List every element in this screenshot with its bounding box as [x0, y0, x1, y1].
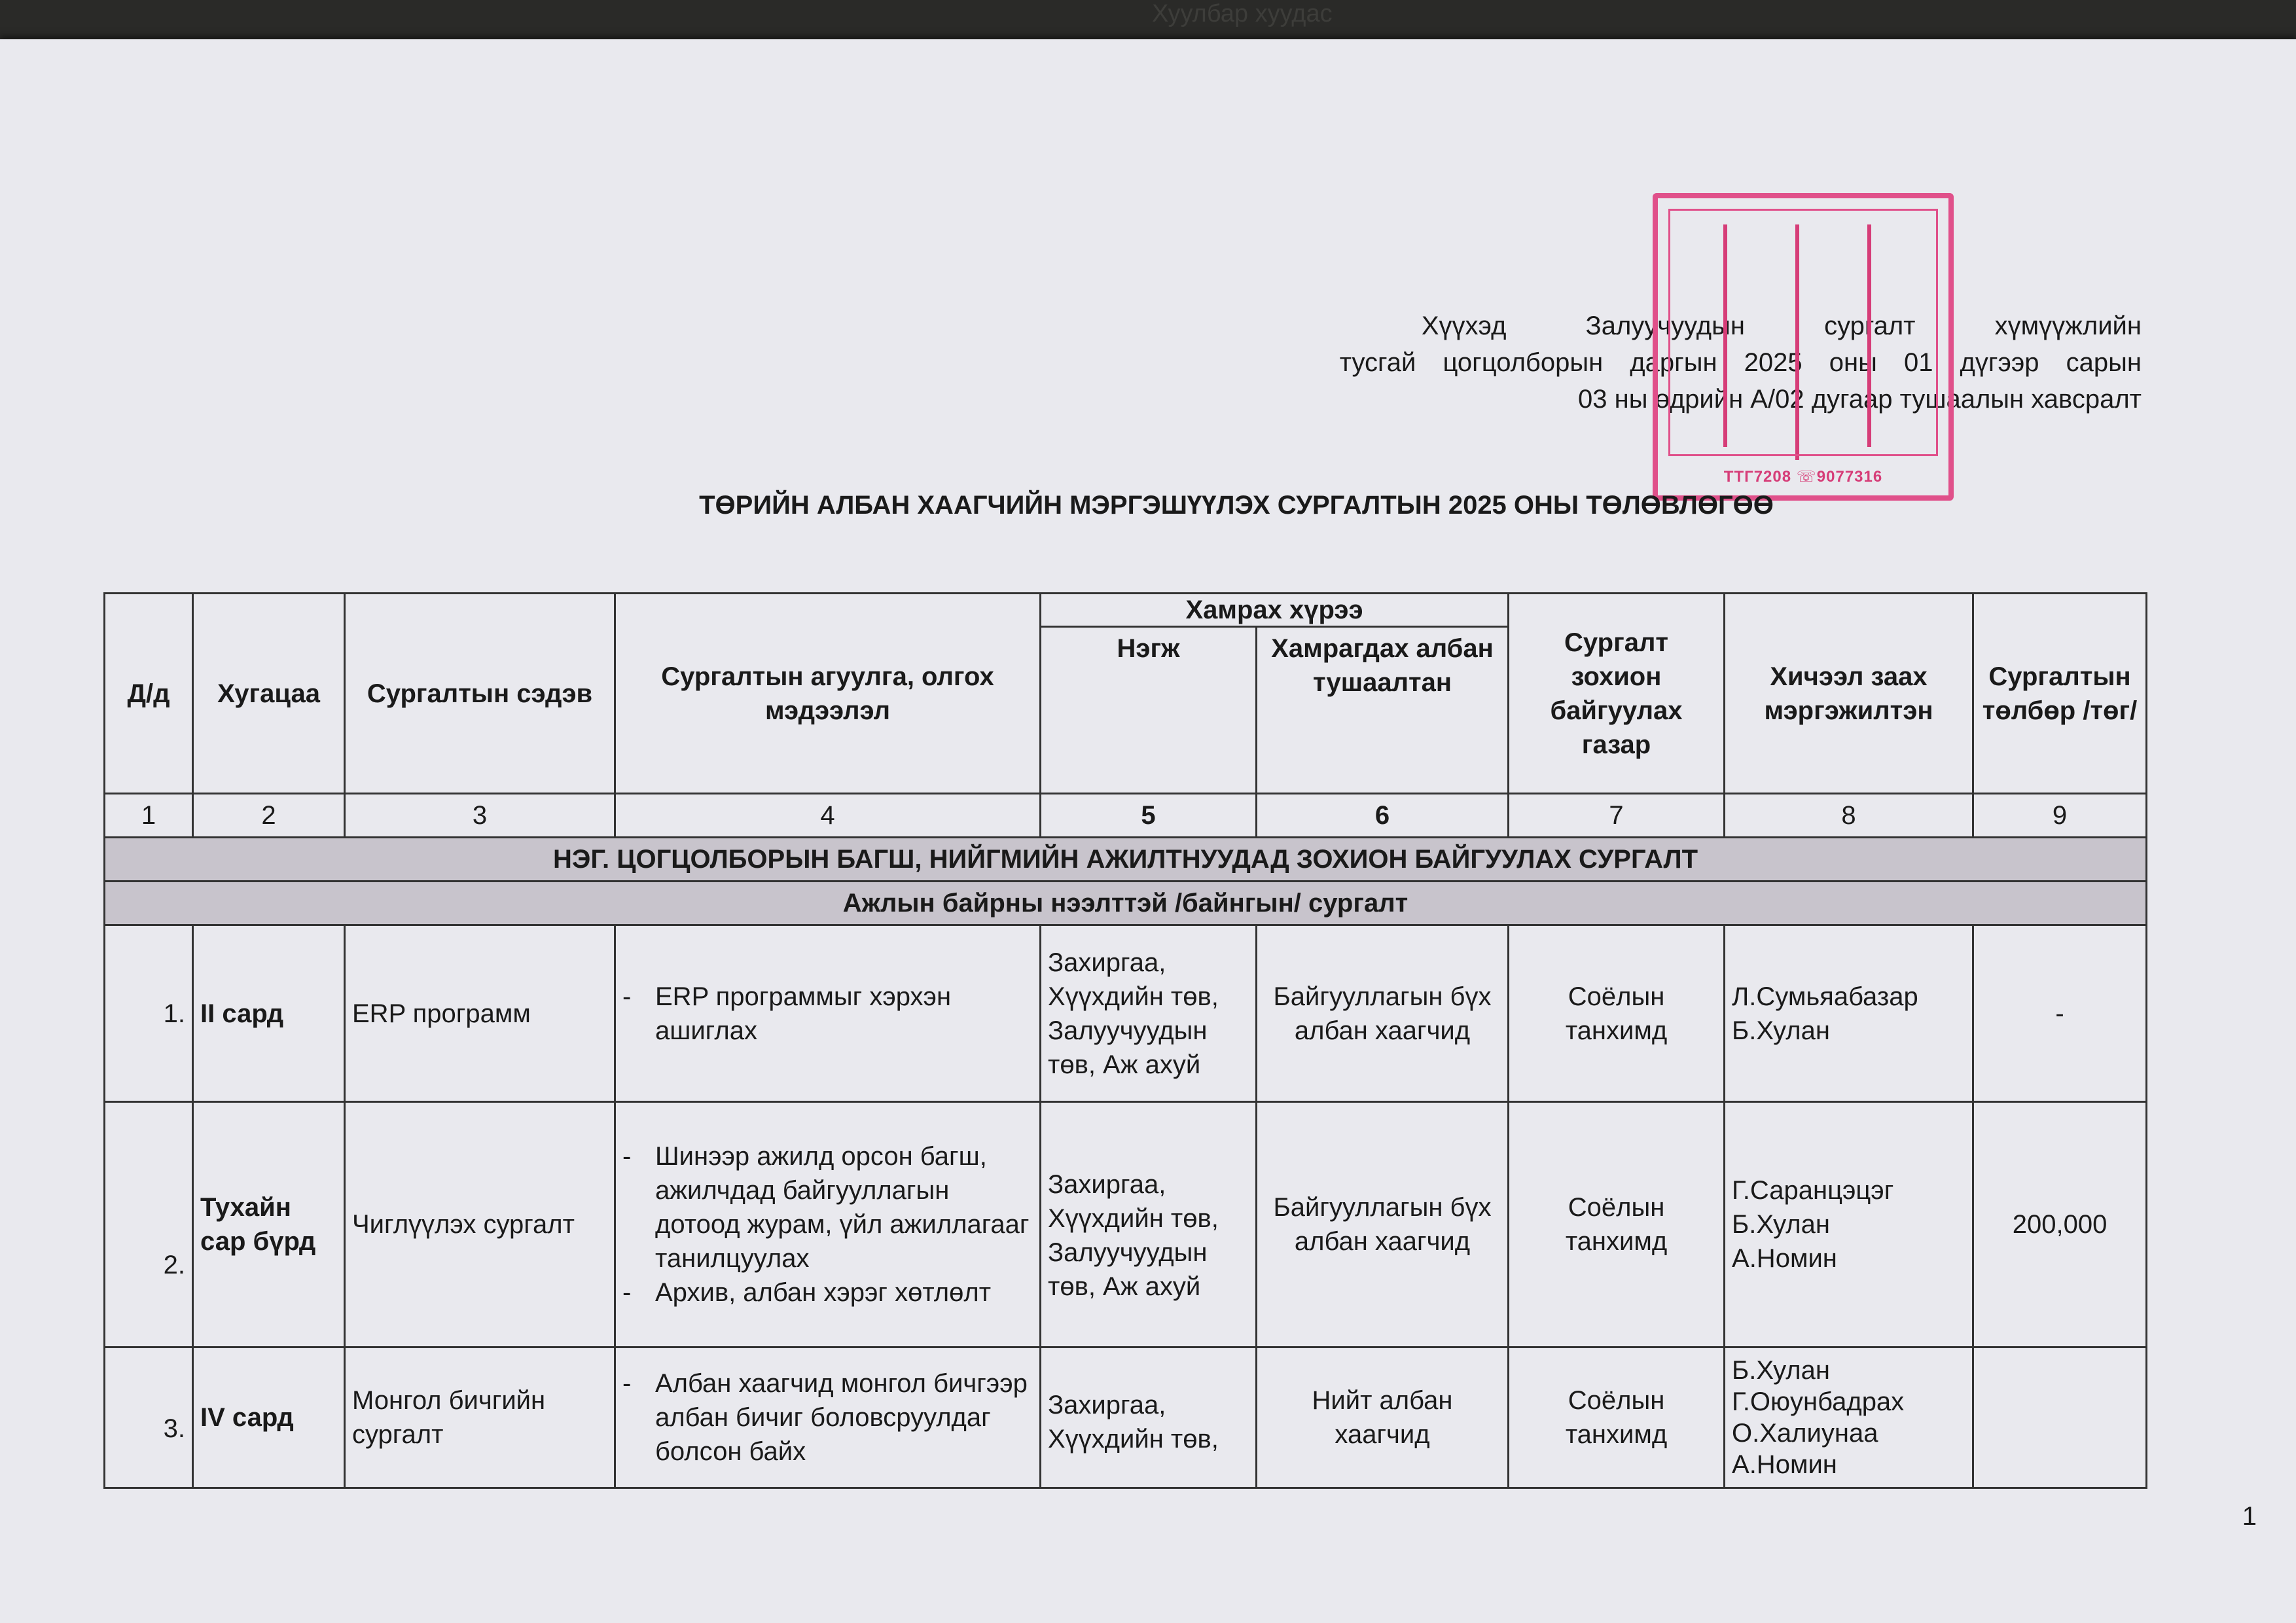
row-topic: Чиглүүлэх сургалт	[345, 1102, 615, 1347]
row-place: Соёлын танхимд	[1509, 1347, 1725, 1488]
row-number: 3.	[105, 1347, 193, 1488]
column-number-row	[105, 794, 2147, 838]
header-coverage: Хамрах хүрээ	[1041, 594, 1509, 627]
header-no: Д/д	[105, 594, 193, 794]
content-item: - Албан хаагчид монгол бичгээр албан бичиг боловсруулдаг болсон байх	[655, 1366, 1033, 1469]
row-unit: Захиргаа, Хүүхдийн төв, Залуучуудын төв, Аж ахуй	[1041, 925, 1257, 1102]
stamp-script-line	[1795, 224, 1808, 460]
header-content: Сургалтын агуулга, олгох мэдээлэл	[615, 594, 1041, 794]
subsection-heading: Ажлын байрны нээлттэй /байнгын/ сургалт	[105, 882, 2147, 925]
row-trainer	[1725, 1347, 1973, 1488]
official-stamp	[1653, 193, 1954, 501]
top-strip-label: Хуулбар хуудас	[1152, 0, 1333, 27]
trainer-name: Б.Хулан	[1732, 1016, 1830, 1045]
row-trainer	[1725, 925, 1973, 1102]
column-number: 3	[345, 794, 615, 838]
row-content	[615, 925, 1041, 1102]
header-trainer: Хичээл заах мэргэжилтэн	[1725, 594, 1973, 794]
row-unit: Захиргаа, Хүүхдийн төв, Залуучуудын төв, Аж ахуй	[1041, 1102, 1257, 1347]
approval-line-2: тусгай цогцолборын даргын 2025 оны 01 дүгээр сарын	[1339, 348, 2142, 377]
content-item: - ERP программыг хэрхэн ашиглах	[655, 980, 1033, 1048]
row-trainer	[1725, 1102, 1973, 1347]
column-number: 5	[1041, 794, 1257, 838]
table-row	[105, 1102, 2147, 1347]
row-place: Соёлын танхимд	[1509, 1102, 1725, 1347]
row-content	[615, 1102, 1041, 1347]
trainer-name: Г.Оюунбадрах	[1732, 1387, 1905, 1416]
approval-line-1: Хүүхэд Залуучуудын сургалт хүмүүжлийн	[1421, 312, 2142, 340]
table-row	[105, 925, 2147, 1102]
trainer-name: Б.Хулан	[1732, 1356, 1830, 1385]
header-row	[105, 594, 2147, 627]
trainer-name: О.Халиунаа	[1732, 1419, 1878, 1448]
row-fee: 200,000	[1973, 1102, 2147, 1347]
stamp-script-line	[1867, 224, 1880, 447]
column-number: 6	[1257, 794, 1509, 838]
row-fee	[1973, 1347, 2147, 1488]
row-number: 2.	[105, 1102, 193, 1347]
trainer-name: Г.Саранцэцэг	[1732, 1176, 1894, 1205]
row-unit: Захиргаа, Хүүхдийн төв,	[1041, 1347, 1257, 1488]
header-topic: Сургалтын сэдэв	[345, 594, 615, 794]
column-number: 8	[1725, 794, 1973, 838]
row-content	[615, 1347, 1041, 1488]
row-positions: Байгууллагын бүх албан хаагчид	[1257, 1102, 1509, 1347]
column-number: 2	[193, 794, 345, 838]
trainer-name: А.Номин	[1732, 1244, 1837, 1273]
header-place: Сургалт зохион байгуулах газар	[1509, 594, 1725, 794]
header-positions: Хамрагдах албан тушаалтан	[1257, 627, 1509, 794]
row-fee: -	[1973, 925, 2147, 1102]
row-positions: Байгууллагын бүх албан хаагчид	[1257, 925, 1509, 1102]
header-unit: Нэгж	[1041, 627, 1257, 794]
section-row	[105, 838, 2147, 882]
page-number: 1	[2242, 1502, 2257, 1531]
trainer-name: Л.Сумьяабазар	[1732, 982, 1918, 1011]
content-item: - Архив, албан хэрэг хөтлөлт	[655, 1275, 1033, 1310]
approval-line-3: 03 ны өдрийн А/02 дугаар тушаалын хавсралт	[1578, 385, 2142, 414]
column-number: 1	[105, 794, 193, 838]
content-item: - Шинээр ажилд орсон багш, ажилчдад байгууллагын дотоод журам, үйл ажиллагааг танилцуулах	[655, 1139, 1033, 1275]
document-page	[0, 39, 2296, 1623]
row-place: Соёлын танхимд	[1509, 925, 1725, 1102]
row-period: II сард	[193, 925, 345, 1102]
subsection-row	[105, 882, 2147, 925]
column-number: 4	[615, 794, 1041, 838]
row-positions: Нийт албан хаагчид	[1257, 1347, 1509, 1488]
column-number: 9	[1973, 794, 2147, 838]
section-heading: НЭГ. ЦОГЦОЛБОРЫН БАГШ, НИЙГМИЙН АЖИЛТНУУДАД ЗОХИОН БАЙГУУЛАХ СУРГАЛТ	[105, 838, 2147, 882]
table-row	[105, 1347, 2147, 1488]
header-period: Хугацаа	[193, 594, 345, 794]
row-number: 1.	[105, 925, 193, 1102]
trainer-name: Б.Хулан	[1732, 1210, 1830, 1239]
row-period: Тухайн сар бүрд	[193, 1102, 345, 1347]
document-title: ТӨРИЙН АЛБАН ХААГЧИЙН МЭРГЭШҮҮЛЭХ СУРГАЛТЫН 2025 ОНЫ ТӨЛӨВЛӨГӨӨ	[699, 491, 1774, 520]
header-fee: Сургалтын төлбөр /төг/	[1973, 594, 2147, 794]
stamp-code: ТТГ7208 ☏9077316	[1723, 468, 1883, 486]
column-number: 7	[1509, 794, 1725, 838]
stamp-script-line	[1723, 224, 1736, 447]
training-plan-table	[103, 592, 2147, 1489]
row-topic: ERP программ	[345, 925, 615, 1102]
trainer-name: А.Номин	[1732, 1450, 1837, 1479]
row-topic: Монгол бичгийн сургалт	[345, 1347, 615, 1488]
row-period: IV сард	[193, 1347, 345, 1488]
